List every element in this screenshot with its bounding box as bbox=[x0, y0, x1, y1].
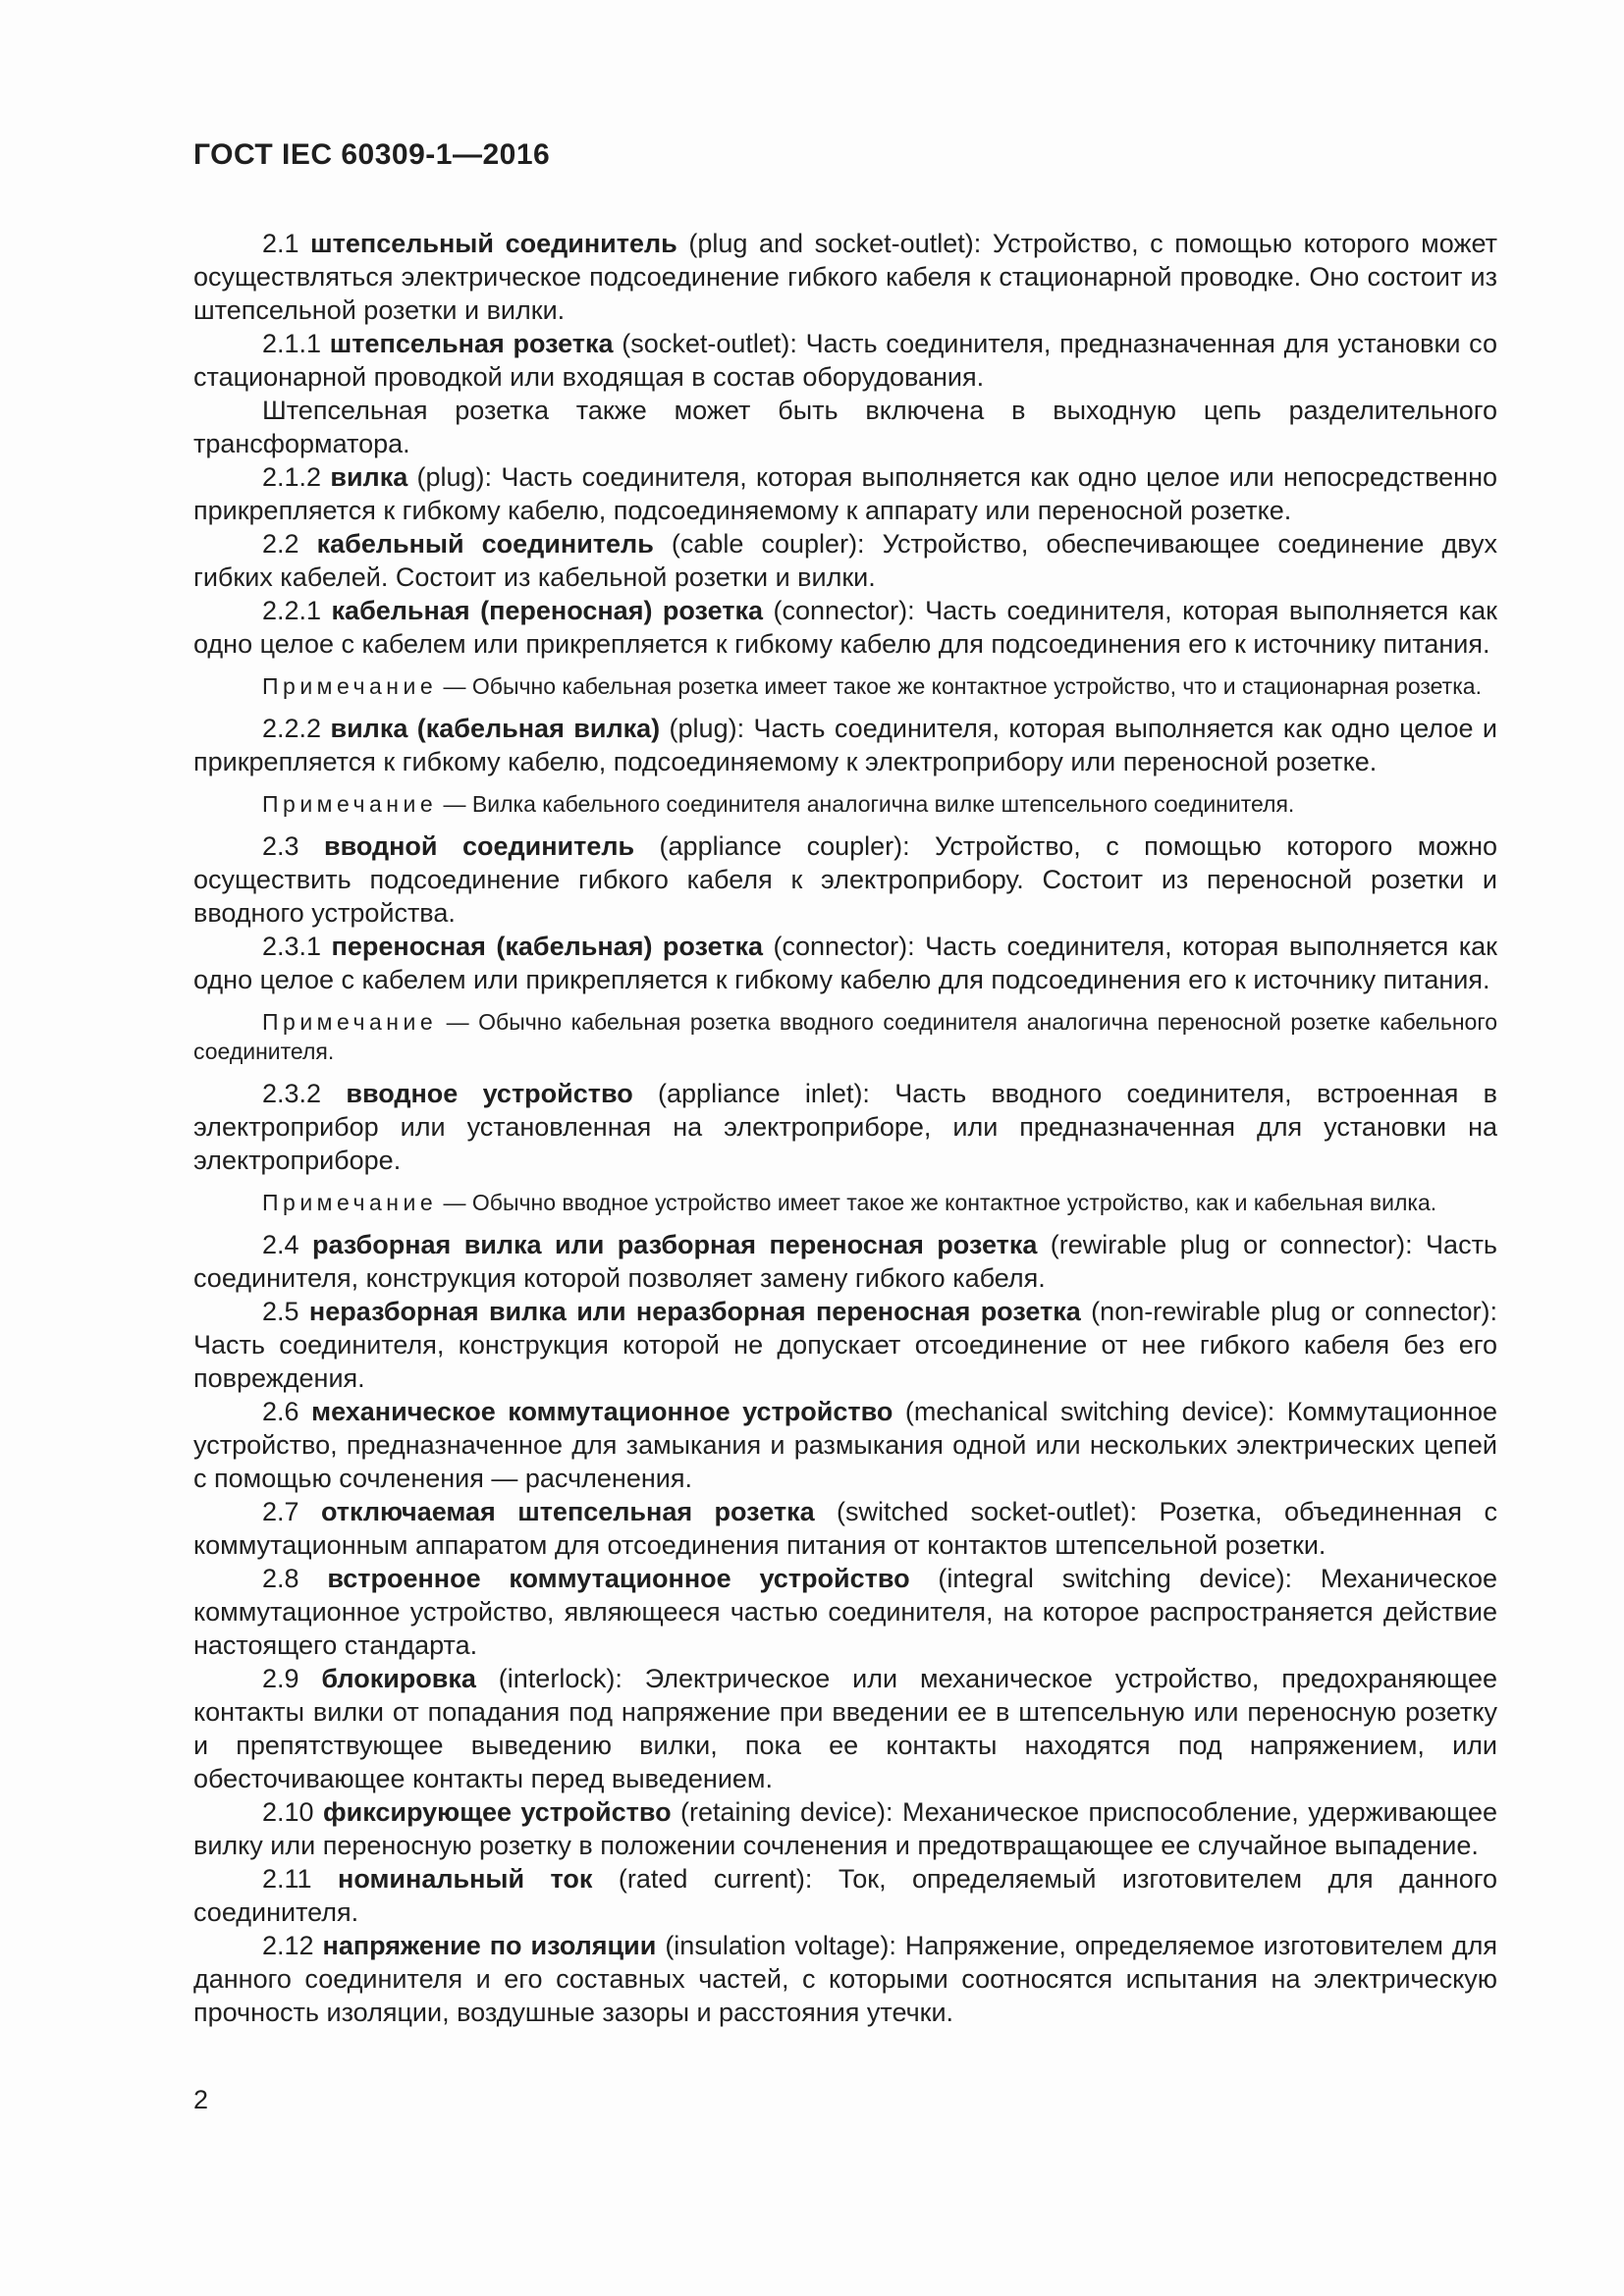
clause-number: 2.10 bbox=[262, 1797, 323, 1827]
clause-number: 2.6 bbox=[262, 1397, 312, 1426]
clause-number: 2.1 bbox=[262, 229, 311, 258]
clause-number: 2.5 bbox=[262, 1297, 309, 1326]
term: встроенное коммутационное устройство bbox=[327, 1564, 910, 1593]
definition-text: (plug and socket-outlet): Устройство, с помощью которого может осуществляться электрическое подсоединение гибкого кабеля к стационарной проводке. Оно состоит из штепсельной розетки и вилки. bbox=[193, 229, 1498, 325]
paragraph-text: Штепсельная розетка также может быть включена в выходную цепь разделительного трансформатора. bbox=[193, 396, 1497, 458]
document-header: ГОСТ IEC 60309-1—2016 bbox=[193, 138, 551, 171]
definition-text: (appliance inlet): Часть вводного соединителя, встроенная в электроприбор или установленная на электроприборе, или предназначенная для установки на электроприборе. bbox=[193, 1079, 1497, 1175]
definition-2.1.1 bbox=[193, 327, 1497, 394]
definition-text: (insulation voltage): Напряжение, определяемое изготовителем для данного соединителя и его составных частей, с которыми соотносятся испытания на электрическую прочность изоляции, воздушные зазоры и расстояния утечки. bbox=[193, 1931, 1498, 2027]
clause-number: 2.12 bbox=[262, 1931, 323, 1960]
definition-2.7 bbox=[193, 1495, 1497, 1562]
definition-2.1.2 bbox=[193, 460, 1497, 527]
term: механическое коммутационное устройство bbox=[311, 1397, 893, 1426]
definition-text: (plug): Часть соединителя, которая выполняется как одно целое и прикрепляется к гибкому кабелю, подсоединяемому к электроприбору или переносной розетке. bbox=[193, 714, 1497, 776]
term: штепсельная розетка bbox=[329, 329, 614, 358]
term: вводной соединитель bbox=[323, 831, 635, 861]
note-label: Примечание bbox=[262, 1009, 438, 1035]
definition-2.11 bbox=[193, 1862, 1497, 1929]
term: вилка (кабельная вилка) bbox=[330, 714, 661, 743]
definition-2.1 bbox=[193, 227, 1497, 327]
body-paragraph bbox=[193, 394, 1497, 460]
note-text: — Обычно вводное устройство имеет такое же контактное устройство, как и кабельная вилка. bbox=[437, 1190, 1437, 1215]
definition-text: (appliance coupler): Устройство, с помощью которого можно осуществить подсоединение гибкого кабеля к электроприбору. Состоит из переносной розетки и вводного устройства. bbox=[193, 831, 1497, 928]
term: напряжение по изоляции bbox=[322, 1931, 657, 1960]
term: вводное устройство bbox=[346, 1079, 633, 1108]
clause-number: 2.8 bbox=[262, 1564, 328, 1593]
term: переносная (кабельная) розетка bbox=[331, 932, 764, 961]
page-number: 2 bbox=[193, 2085, 209, 2114]
note-label: Примечание bbox=[262, 673, 438, 699]
clause-number: 2.1.1 bbox=[262, 329, 330, 358]
definition-text: (interlock): Электрическое или механическое устройство, предохраняющее контакты вилки от попадания под напряжение при введении ее в штепсельную или переносную розетку и препятствующее выведению вилки, пока ее контакты находятся под напряжением, или обесточивающее контакты перед выведением. bbox=[193, 1664, 1497, 1793]
definition-text: (rewirable plug or connector): Часть соединителя, конструкция которой позволяет замену гибкого кабеля. bbox=[193, 1230, 1497, 1293]
definition-text: (rated current): Ток, определяемый изготовителем для данного соединителя. bbox=[193, 1864, 1497, 1927]
clause-number: 2.3 bbox=[262, 831, 324, 861]
definition-text: (plug): Часть соединителя, которая выполняется как одно целое или непосредственно прикрепляется к гибкому кабелю, подсоединяемому к аппарату или переносной розетке. bbox=[193, 462, 1497, 525]
term: отключаемая штепсельная розетка bbox=[320, 1497, 815, 1526]
definition-text: (integral switching device): Механическое коммутационное устройство, являющееся частью соединителя, на которое распространяется действие настоящего стандарта. bbox=[193, 1564, 1497, 1660]
definition-text: (mechanical switching device): Коммутационное устройство, предназначенное для замыкания и размыкания одной или нескольких электрических цепей с помощью сочленения — расчленения. bbox=[193, 1397, 1497, 1493]
definition-2.4 bbox=[193, 1228, 1497, 1295]
note-label: Примечание bbox=[262, 1190, 438, 1215]
definition-2.8 bbox=[193, 1562, 1497, 1662]
note-paragraph bbox=[193, 671, 1497, 701]
term: штепсельный соединитель bbox=[310, 229, 677, 258]
clause-number: 2.9 bbox=[262, 1664, 322, 1693]
clause-number: 2.11 bbox=[262, 1864, 339, 1894]
note-paragraph bbox=[193, 1188, 1497, 1217]
term: кабельная (переносная) розетка bbox=[331, 596, 764, 625]
definition-text: (cable coupler): Устройство, обеспечивающее соединение двух гибких кабелей. Состоит из кабельной розетки и вилки. bbox=[193, 529, 1497, 592]
definition-2.2.1 bbox=[193, 594, 1497, 661]
term: фиксирующее устройство bbox=[322, 1797, 672, 1827]
definition-2.10 bbox=[193, 1795, 1497, 1862]
term: номинальный ток bbox=[338, 1864, 593, 1894]
definition-2.3 bbox=[193, 829, 1497, 930]
definitions-list bbox=[193, 227, 1497, 2029]
definition-2.2 bbox=[193, 527, 1497, 594]
definition-text: (non-rewirable plug or connector): Часть соединителя, конструкция которой не допускает отсоединение от нее гибкого кабеля без его повреждения. bbox=[193, 1297, 1497, 1393]
clause-number: 2.3.1 bbox=[262, 932, 332, 961]
term: разборная вилка или разборная переносная розетка bbox=[311, 1230, 1038, 1259]
note-label: Примечание bbox=[262, 791, 438, 817]
term: неразборная вилка или неразборная переносная розетка bbox=[308, 1297, 1081, 1326]
clause-number: 2.2.1 bbox=[262, 596, 332, 625]
term: вилка bbox=[330, 462, 408, 492]
definition-text: (connector): Часть соединителя, которая выполняется как одно целое с кабелем или прикрепляется к гибкому кабелю для подсоединения его к источнику питания. bbox=[193, 932, 1497, 994]
clause-number: 2.7 bbox=[262, 1497, 321, 1526]
clause-number: 2.3.2 bbox=[262, 1079, 347, 1108]
definition-2.6 bbox=[193, 1395, 1497, 1495]
definition-text: (socket-outlet): Часть соединителя, предназначенная для установки со стационарной проводкой или входящая в состав оборудования. bbox=[193, 329, 1497, 392]
term: кабельный соединитель bbox=[316, 529, 654, 559]
term: блокировка bbox=[321, 1664, 476, 1693]
definition-2.2.2 bbox=[193, 712, 1497, 778]
note-paragraph bbox=[193, 789, 1497, 819]
definition-text: (switched socket-outlet): Розетка, объединенная с коммутационным аппаратом для отсоединения питания от контактов штепсельной розетки. bbox=[193, 1497, 1497, 1560]
definition-2.12 bbox=[193, 1929, 1497, 2029]
note-paragraph bbox=[193, 1007, 1497, 1066]
clause-number: 2.2 bbox=[262, 529, 317, 559]
definition-2.5 bbox=[193, 1295, 1497, 1395]
note-text: — Вилка кабельного соединителя аналогична вилке штепсельного соединителя. bbox=[437, 791, 1295, 817]
definition-text: (connector): Часть соединителя, которая выполняется как одно целое с кабелем или прикрепляется к гибкому кабелю для подсоединения его к источнику питания. bbox=[193, 596, 1497, 659]
definition-2.3.2 bbox=[193, 1077, 1497, 1177]
definition-2.9 bbox=[193, 1662, 1497, 1795]
clause-number: 2.1.2 bbox=[262, 462, 331, 492]
note-text: — Обычно кабельная розетка имеет такое же контактное устройство, что и стационарная розетка. bbox=[437, 673, 1482, 699]
clause-number: 2.4 bbox=[262, 1230, 312, 1259]
definition-text: (retaining device): Механическое приспособление, удерживающее вилку или переносную розетку в положении сочленения и предотвращающее ее случайное выпадение. bbox=[193, 1797, 1497, 1860]
clause-number: 2.2.2 bbox=[262, 714, 331, 743]
note-text: — Обычно кабельная розетка вводного соединителя аналогична переносной розетке кабельного соединителя. bbox=[193, 1009, 1497, 1064]
definition-2.3.1 bbox=[193, 930, 1497, 996]
